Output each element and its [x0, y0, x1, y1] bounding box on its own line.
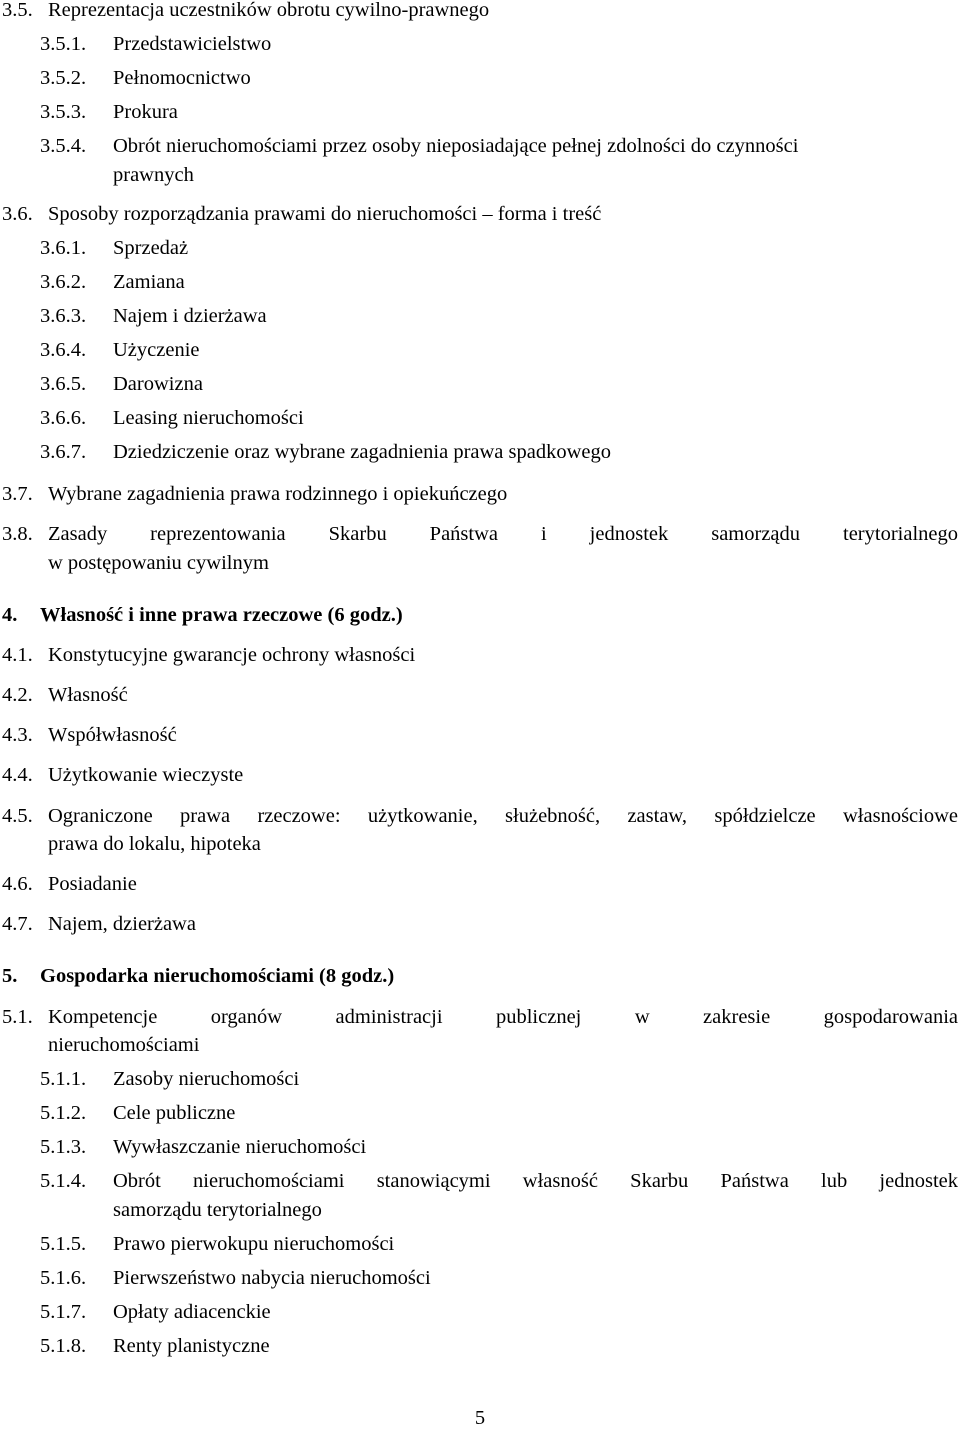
toc-entry-number: 3.6.4. [40, 339, 87, 361]
toc-entry-number: 4.1. [2, 644, 33, 666]
toc-entry-number: 5.1.6. [40, 1267, 87, 1289]
toc-entry-title: Zasoby nieruchomości [113, 1068, 300, 1090]
toc-entry-number: 3.6.2. [40, 271, 87, 293]
toc-entry-title: Pierwszeństwo nabycia nieruchomości [113, 1267, 431, 1289]
toc-entry-number: 5.1.5. [40, 1233, 87, 1255]
toc-entry-number: 3.5.4. [40, 135, 87, 157]
toc-entry-title: Sposoby rozporządzania prawami do nieruchomości – forma i treść [48, 203, 602, 225]
toc-entry-number: 5.1.1. [40, 1068, 87, 1090]
toc-entry-number: 3.7. [2, 483, 33, 505]
toc-entry-title: Wywłaszczanie nieruchomości [113, 1136, 367, 1158]
toc-entry-title: Najem, dzierżawa [48, 913, 196, 935]
toc-entry-number: 3.5.2. [40, 67, 87, 89]
toc-entry-title: Użyczenie [113, 339, 200, 361]
toc-entry-number: 3.6.5. [40, 373, 87, 395]
toc-entry-title: Przedstawicielstwo [113, 33, 272, 55]
toc-entry-number: 4. [2, 604, 18, 626]
toc-entry-title-continued: samorządu terytorialnego [113, 1199, 322, 1221]
toc-entry-title: Obrót nieruchomościami stanowiącymi własność Skarbu Państwa lub jednostek [113, 1170, 958, 1192]
toc-entry-number: 5.1.2. [40, 1102, 87, 1124]
toc-entry-title: Sprzedaż [113, 237, 189, 259]
toc-entry-title: Dziedziczenie oraz wybrane zagadnienia prawa spadkowego [113, 441, 612, 463]
toc-entry-title-continued: nieruchomościami [48, 1034, 200, 1056]
toc-entry-title: Pełnomocnictwo [113, 67, 251, 89]
toc-entry-number: 5.1.7. [40, 1301, 87, 1323]
toc-entry-number: 5.1.3. [40, 1136, 87, 1158]
toc-entry-number: 5. [2, 965, 18, 987]
toc-entry-number: 3.6.3. [40, 305, 87, 327]
toc-entry-title-continued: prawa do lokalu, hipoteka [48, 833, 261, 855]
toc-entry-title: Renty planistyczne [113, 1335, 270, 1357]
toc-entry-title: Prawo pierwokupu nieruchomości [113, 1233, 395, 1255]
toc-entry-number: 3.6.1. [40, 237, 87, 259]
toc-entry-number: 3.5. [2, 0, 33, 21]
toc-entry-title: Prokura [113, 101, 178, 123]
toc-entry-title: Ograniczone prawa rzeczowe: użytkowanie, służebność, zastaw, spółdzielcze własnościowe [48, 805, 958, 827]
toc-entry-number: 4.3. [2, 724, 33, 746]
toc-entry-number: 5.1.8. [40, 1335, 87, 1357]
toc-entry-title: Własność i inne prawa rzeczowe (6 godz.) [40, 604, 403, 626]
toc-entry-number: 3.8. [2, 523, 33, 545]
toc-entry-number: 4.6. [2, 873, 33, 895]
toc-entry-number: 5.1.4. [40, 1170, 87, 1192]
toc-entry-title: Wybrane zagadnienia prawa rodzinnego i opiekuńczego [48, 483, 508, 505]
toc-entry-title: Zamiana [113, 271, 185, 293]
toc-entry-title: Reprezentacja uczestników obrotu cywilno-prawnego [48, 0, 490, 21]
toc-entry-title: Obrót nieruchomościami przez osoby nieposiadające pełnej zdolności do czynności [113, 135, 799, 157]
toc-entry-title: Konstytucyjne gwarancje ochrony własności [48, 644, 416, 666]
toc-entry-title: Leasing nieruchomości [113, 407, 304, 429]
toc-entry-title: Kompetencje organów administracji publicznej w zakresie gospodarowania [48, 1006, 958, 1028]
toc-entry-title: Posiadanie [48, 873, 137, 895]
toc-entry-title: Współwłasność [48, 724, 177, 746]
toc-entry-number: 4.2. [2, 684, 33, 706]
toc-entry-number: 4.5. [2, 805, 33, 827]
toc-entry-title: Własność [48, 684, 128, 706]
toc-entry-number: 3.6.6. [40, 407, 87, 429]
toc-entry-number: 3.6. [2, 203, 33, 225]
toc-entry-number: 4.7. [2, 913, 33, 935]
toc-entry-title: Gospodarka nieruchomościami (8 godz.) [40, 965, 395, 987]
toc-entry-title: Darowizna [113, 373, 203, 395]
page-number: 5 [474, 1407, 486, 1429]
toc-entry-title: Najem i dzierżawa [113, 305, 267, 327]
toc-entry-title: Cele publiczne [113, 1102, 236, 1124]
toc-entry-number: 4.4. [2, 764, 33, 786]
toc-entry-number: 3.5.3. [40, 101, 87, 123]
toc-entry-title: Użytkowanie wieczyste [48, 764, 244, 786]
toc-entry-number: 5.1. [2, 1006, 33, 1028]
toc-entry-number: 3.5.1. [40, 33, 87, 55]
toc-entry-title-continued: prawnych [113, 164, 194, 186]
toc-entry-number: 3.6.7. [40, 441, 87, 463]
toc-entry-title-continued: w postępowaniu cywilnym [48, 552, 269, 574]
toc-entry-title: Zasady reprezentowania Skarbu Państwa i jednostek samorządu terytorialnego [48, 523, 958, 545]
toc-entry-title: Opłaty adiacenckie [113, 1301, 271, 1323]
